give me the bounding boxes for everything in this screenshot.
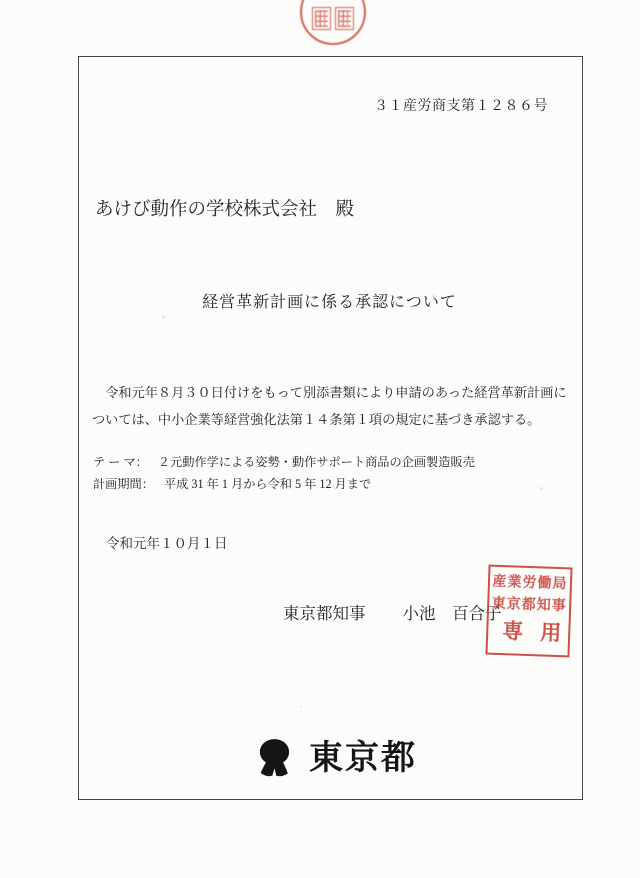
document-title: 経営革新計画に係る承認について: [202, 294, 457, 311]
governor-official-square-seal: [485, 565, 579, 658]
seal-row-bureau: 産業労働局: [492, 574, 568, 593]
seal-glyph: [312, 7, 331, 30]
theme-row: [93, 452, 475, 474]
body-paragraph: [92, 379, 567, 433]
seal-glyph: [335, 7, 354, 30]
seal-row-exclusive-use: 専用: [501, 619, 579, 646]
period-label: 計画期間：: [93, 476, 154, 491]
period-value: 平成 31 年 1 月から令和 5 年 12 月まで: [163, 476, 372, 491]
issue-date: 令和元年１０月１日: [106, 536, 228, 551]
org-name-label: 東京都: [309, 739, 417, 777]
seal-row-governor: 東京都知事: [491, 596, 567, 615]
theme-label: テ ー マ：: [93, 455, 148, 469]
addressee-line: あけび動作の学校株式会社 殿: [95, 200, 355, 220]
tokyo-government-logo: [253, 737, 417, 779]
plan-details: [93, 452, 475, 495]
theme-value: ２元動作学による姿勢・動作サポート商品の企画製造販売: [157, 455, 475, 469]
signature-line: [283, 600, 502, 624]
body-line-2: ついては、中小企業等経営強化法第１４条第１項の規定に基づき承認する。: [92, 412, 541, 427]
seal-script-glyphs: [302, 7, 364, 30]
body-line-1: 令和元年８月３０日付けをもって別添書類により申請のあった経営革新計画に: [105, 385, 567, 400]
signer-name: 小池 百合子: [402, 604, 502, 623]
scan-speck: [432, 295, 435, 297]
tokyo-ginkgo-leaf-icon: [253, 737, 296, 779]
scan-speck: [162, 316, 165, 319]
signer-title: 東京都知事: [283, 604, 366, 623]
company-circular-seal-stamp: [300, 0, 366, 45]
scan-speck: [540, 487, 543, 490]
document-number: ３１産労商支第１２８６号: [374, 99, 548, 114]
scan-speck: [300, 706, 302, 708]
period-row: [93, 474, 475, 496]
